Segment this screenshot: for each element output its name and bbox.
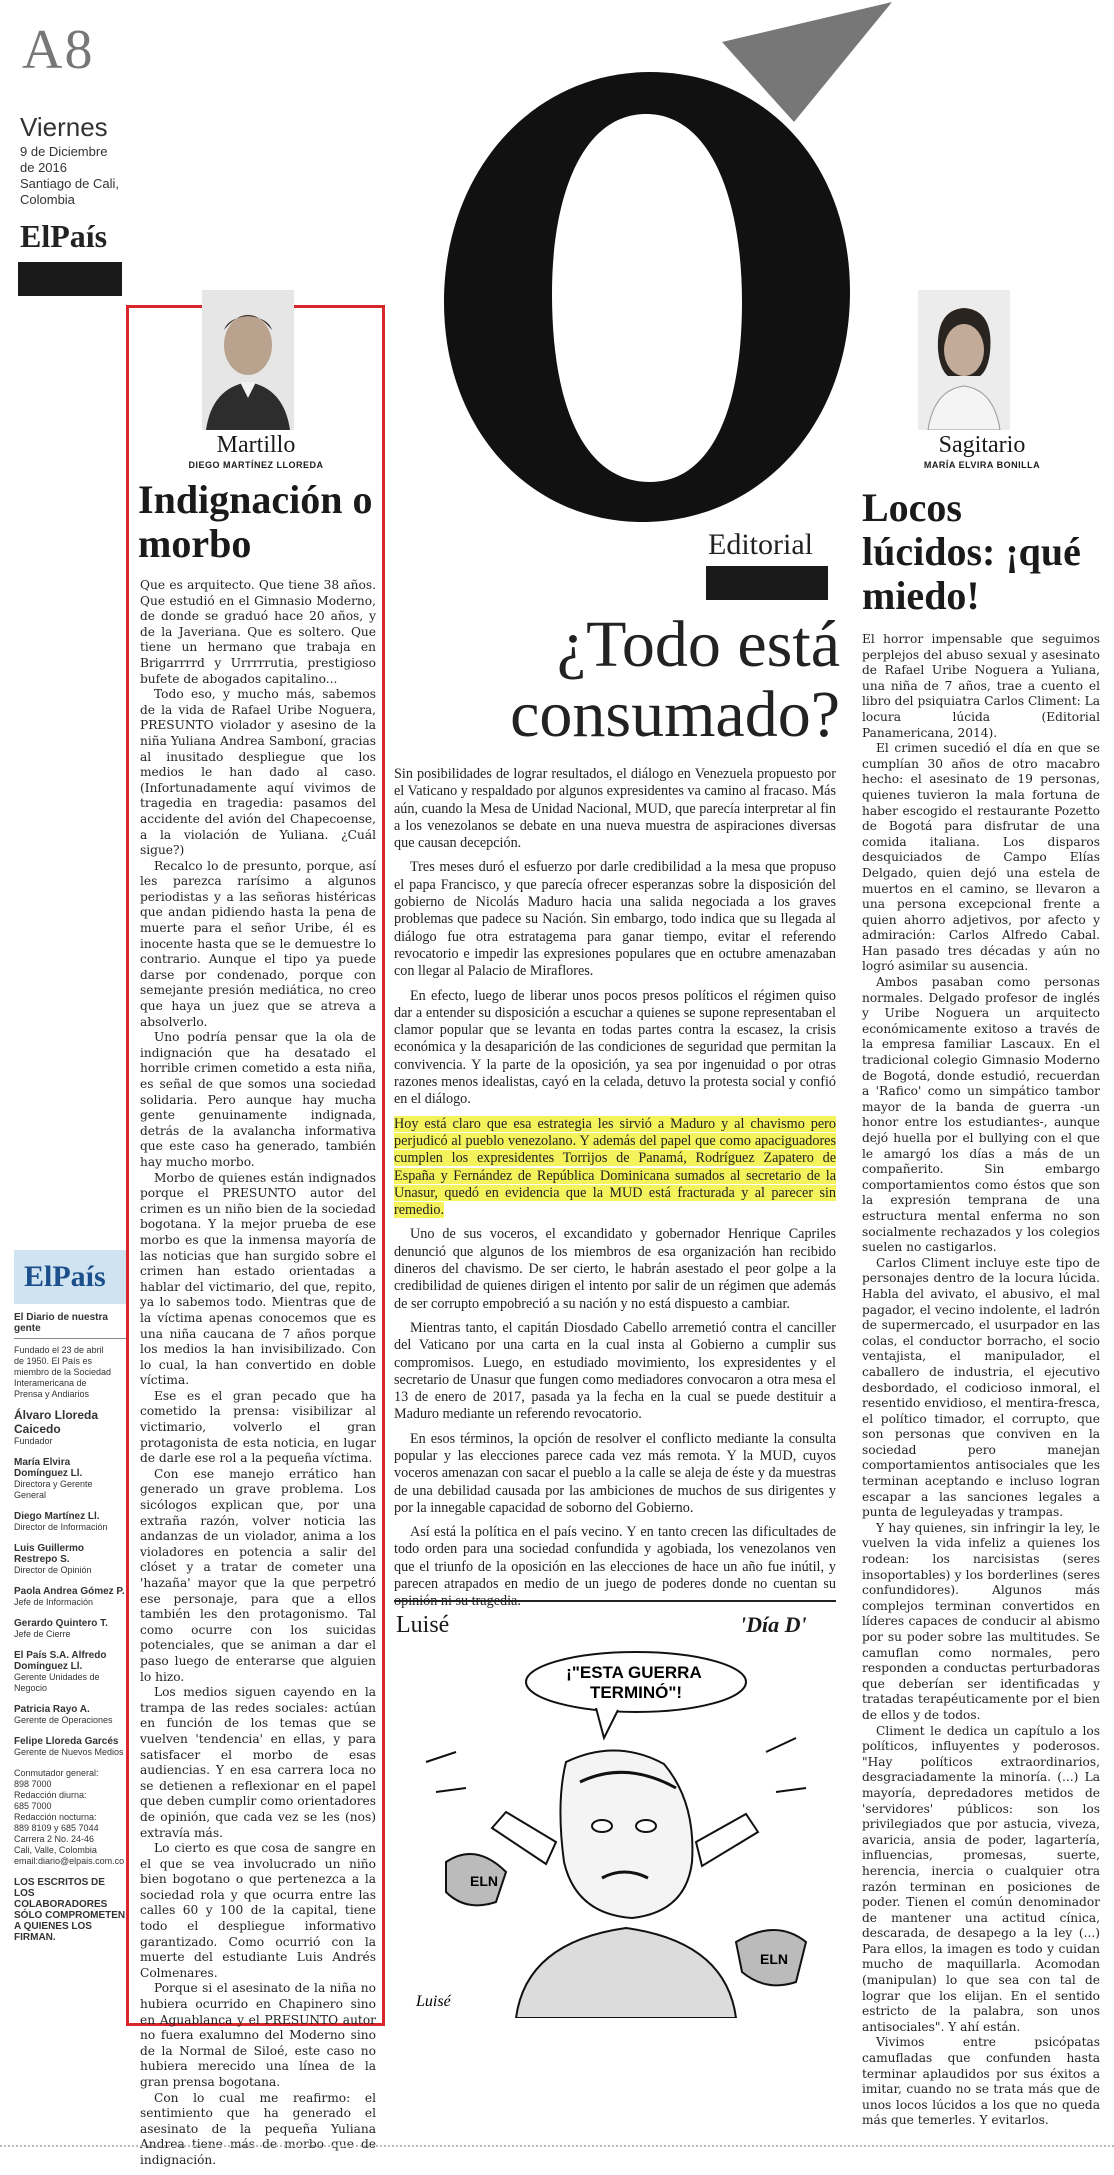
staff-role: Gerente Unidades de Negocio: [14, 1672, 100, 1693]
date-line: de 2016: [20, 160, 67, 175]
date-line: Santiago de Cali,: [20, 176, 120, 191]
speech-bubble-text: ¡"ESTA GUERRA TERMINÓ"!: [566, 1663, 702, 1702]
disclaimer: LOS ESCRITOS DE LOS COLABORADORES SÓLO COMPROMETEN A QUIENES LOS FIRMAN.: [14, 1877, 126, 1943]
date-line: 9 de Diciembre: [20, 144, 108, 159]
contact-line: 898 7000: [14, 1779, 52, 1789]
founded-line: Interamericana de: [14, 1378, 87, 1388]
body-paragraph: Con ese manejo errático han generado un grave problema. Los sicólogos explican que, por una extraña razón, volver noticia las andanzas de un violador, anima a los violadores en potencia a salir del clóset y a tratar de cometer una 'hazaña' mayor que la que perpetró ese personaje, para que a ellos también les den protagonismo. Tal como ocurre con los suicidas potenciales, que se animan a dar el paso luego de enterarse que alguien lo hizo.: [140, 1466, 376, 1684]
newspaper-logo: ElPaís: [20, 218, 108, 254]
staff-name: Patricia Rayo A.: [14, 1704, 90, 1715]
column-body-martillo: [140, 578, 376, 2169]
body-paragraph: Porque si el asesinato de la niña no hubiera ocurrido en Chapinero sino en Aguablanca y el PRESUNTO autor no fuera exalumno del Moderno sino de la Normal de Siloé, este caso no hubiera merecido una línea de la gran prensa bogotana.: [140, 1981, 376, 2089]
body-paragraph: Uno podría pensar que la ola de indignación que ha desatado el horrible crimen cometido a esta niña, es señal de que somos una sociedad solidaria. Pero aunque hay mucha gente genuinamente indignada, detrás de la avalancha informativa que este caso ha generado, también hay mucho morbo.: [140, 1030, 376, 1169]
date-day: Viernes: [20, 112, 108, 142]
sidebar-tagline: El Diario de nuestra gente: [14, 1312, 126, 1339]
editorial-headline: ¿Todo está consumado?: [510, 608, 840, 751]
body-paragraph: Lo cierto es que cosa de sangre en el que se vea involucrado un niño bien bogotano o que pertenezca a la sociedad rola y que ocurra entre las calles 60 y 100 de la capital, tiene todo el despliegue informativo garantizado. Como ocurrió con la muerte del estudiante Luis Andrés Colmenares.: [140, 1841, 376, 1980]
body-paragraph: Uno de sus voceros, el excandidato y gobernador Henrique Capriles denunció que algunos de los miembros de esa organización han recibido dineros del chavismo. De ser cierto, le habrán asestado el peor golpe a la credibilidad de quienes dirigen el intento por salir de un régimen que además de ser corrupto empobreció a su nación y no está dispuesto a cambiar.: [394, 1226, 836, 1312]
column-author: MARÍA ELVIRA BONILLA: [923, 460, 1041, 470]
body-paragraph: Vivimos entre psicópatas camufladas que confunden hasta terminar aplaudidos por sus éxitos a imitar, cuando no se trata más que de unos locos lúcidos a los que no queda más que temerles. Y evitarlos.: [862, 2035, 1100, 2128]
staff-role: Gerente de Operaciones: [14, 1715, 113, 1725]
cartoon-divider: [394, 1600, 836, 1602]
cartoon-signature: Luisé: [416, 1993, 451, 2010]
founded-line: miembro de la Sociedad: [14, 1367, 112, 1377]
body-paragraph: Morbo de quienes están indignados porque el PRESUNTO autor del crimen es un niño bien de la sociedad bogotana. Y la mejor prueba de ese morbo es que la inmensa mayoría de las noticias que han surgido sobre el crimen han estado orientadas a hablar del victimario, del que, repito, ya lo sabemos todo. Mientras que de la víctima apenas conocemos que es una niña caucana de 7 años porque los medios la han invisibilizado. Con lo cual, la han convertido en doble víctima.: [140, 1170, 376, 1388]
column-kicker: Martillo: [216, 432, 296, 458]
cartoonist-name: Luisé: [396, 1612, 450, 1638]
black-bar: [706, 566, 828, 600]
editorial-cartoon: [396, 1642, 836, 2018]
body-paragraph: Carlos Climent incluye este tipo de personajes dentro de la locura lúcida. Habla del avivato, el abusivo, el mal pagador, el vecino indolente, el ladrón de supermercado, el usurpador en las colas, el conductor borracho, el socio ventajista, el manipulador, el caballero de industria, el ejecutivo desbordado, el codicioso inmoral, el resentido envidioso, el mentira-fresca, el político timador, el corrupto, que son personas que conviven en la sociedad pero manejan comportamientos antisociales que les terminan aceptando e incluso logran escapar a las sanciones legales a punta de leguleyadas y trampas.: [862, 1255, 1100, 1520]
staff-name: Paola Andrea Gómez P.: [14, 1586, 125, 1597]
contact-line: email:diario@elpais.com.co: [14, 1856, 125, 1866]
body-paragraph: Sin posibilidades de lograr resultados, el diálogo en Venezuela propuesto por el Vaticano y respaldado por algunos expresidentes va camino al fracaso. Más aún, cuando la Mesa de Unidad Nacional, MUD, que parecía interpretar al fin a los venezolanos se debate en una nueva muestra de aspiraciones diversas que causan decepción.: [394, 766, 836, 852]
body-paragraph: Recalco lo de presunto, porque, así les parezca rarísimo a algunos periodistas y a las señoras histéricas que andan pidiendo hasta la pena de muerte para el señor Uribe, él es inocente hasta que se le demuestre lo contrario. Aunque el tipo ya puede darse por condenado, porque con semejante presión mediática, no creo que haya un juez que se atreva a absolverlo.: [140, 858, 376, 1029]
date-line: Colombia: [20, 192, 75, 207]
cartoon-title: 'Día D': [740, 1612, 807, 1637]
founded-line: Fundado el 23 de abril: [14, 1345, 104, 1355]
sidebar-masthead: [14, 1312, 126, 1943]
body-paragraph: Así está la política en el país vecino. Y en tanto crecen las dificultades de todo orden para una sociedad confundida y agobiada, los venezolanos ven que el triunfo de la oposición en las elecciones de hace un año fue inútil, y parecen atrapados en medio de un juego de poderes donde no cuentan su: [394, 1524, 836, 1593]
contact-line: Conmutador general:: [14, 1768, 99, 1778]
body-paragraph: En efecto, luego de liberar unos pocos presos políticos el régimen quiso dar a entender su disposición a escuchar a quienes se supone representaban el clamor popular que se levanta en todas partes contra la escasez, la crisis económica y la desaparición de las condiciones de seguridad que permitan la convivencia. Y la parte de la oposición, ya sea por ingenuidad o por otras razones menos idealistas, cayó en la celada, detuvo la protesta social y confió en el diálogo.: [394, 987, 836, 1108]
staff-name: Felipe Lloreda Garcés: [14, 1736, 119, 1747]
cartoon-drawing-icon: [396, 1642, 836, 2018]
author-portrait-icon: [202, 290, 294, 430]
highlighted-paragraph: Hoy está claro que esa estrategia les sirvió a Maduro y al chavismo pero perjudicó al pueblo venezolano. Y además del papel que como apaciguadores cumplen los expresidentes Torrijos de Panamá, Rodríguez Zapatero de España y Fernández de República Dominicana sumados al secretario de la Unasur, quedó en evidencia que la MUD está fracturada y al parecer sin remedio.: [394, 1115, 836, 1219]
editorial-kicker: Editorial: [708, 528, 813, 561]
staff-name: Álvaro Lloreda Caicedo: [14, 1408, 99, 1436]
staff-role: Jefe de Información: [14, 1597, 94, 1607]
author-photo-martillo: [202, 290, 294, 430]
body-paragraph: Ese es el gran pecado que ha cometido la prensa: visibilizar al victimario, volverlo el gran protagonista de esta noticia, en lugar de darle ese rol a la pequeña víctima.: [140, 1388, 376, 1466]
staff-name: Luis Guillermo Restrepo S.: [14, 1543, 85, 1565]
contact-line: Redacción diurna:: [14, 1790, 87, 1800]
column-kicker: Sagitario: [938, 432, 1026, 458]
staff-role: Director de Opinión: [14, 1565, 92, 1575]
page-number: A8: [22, 19, 95, 81]
founded-line: Prensa y Andiarios: [14, 1389, 90, 1399]
body-paragraph: Y hay quienes, sin infringir la ley, le vuelven la vida infeliz a quienes los rodean: los narcisistas (seres insoportables) y los borderlines (seres confundidores). Algunos más complejos terminan convertidos en líderes capaces de conducir al abismo por su poder sobre las multitudes. Se camuflan como normales, pero responden a conductas perturbadoras que deberían ser identificadas y tratadas terapéuticamente por el bien de ellos y de todos.: [862, 1520, 1100, 1722]
cartoon-tag: ELN: [760, 1951, 788, 1967]
contact-line: Cali, Valle, Colombia: [14, 1845, 97, 1855]
editorial-body: [394, 766, 836, 1618]
column-headline: Locos lúcidos: ¡qué miedo!: [862, 485, 1081, 618]
contact-line: 685 7000: [14, 1801, 52, 1811]
contact-line: 889 8109 y 685 7044: [14, 1823, 99, 1833]
body-paragraph: Climent le dedica un capítulo a los políticos, influyentes y poderosos. "Hay políticos extraordinarios, desgraciadamente la minoría. (...) La mayoría, depredadores metidos de 'servidores' públicos: son los privilegiados que por astucia, viveza, avaricia, ansia de poder, lagartería, influencias, promesas, suerte, herencia, inercia o cualquier otra razón terminan en posiciones de poder. Tienen el común denominador de mantener una actitud cínica, descarada, de desapego a la ley (...) Para ellos, la imagen es todo y cuidan mucho de maquillarla. Acomodan (manipulan) lo que sea con tal de lograr que los elijan. En el sentido estricto de la palabra, son unos antisociales". Y ahí están.: [862, 1723, 1100, 2034]
body-paragraph: Con lo cual me reafirmo: el sentimiento que ha generado el asesinato de la pequeña Yuliana Andrea tiene más de morbo que de indignación.: [140, 2090, 376, 2167]
staff-name: María Elvira Domínguez Ll.: [14, 1457, 83, 1479]
author-photo-sagitario: [918, 290, 1010, 430]
column-body-sagitario: [862, 632, 1100, 2129]
opinion-o-graphic: [392, 2, 892, 522]
contact-line: Carrera 2 No. 24-46: [14, 1834, 95, 1844]
staff-name: Gerardo Quintero T.: [14, 1618, 108, 1629]
staff-name: El País S.A. Alfredo Domínguez Ll.: [14, 1650, 107, 1672]
body-paragraph: En esos términos, la opción de resolver el conflicto mediante la consulta popular y las elecciones parece cada vez más remota. Y la MUD, cuyos voceros amenazan con sacar el pueblo a la calle se aleja de éste y da muestras de una debilidad causada por las ambiciones de muchos de sus dirigentes y por la innegable capacidad de soborno del Gobierno.: [394, 1430, 836, 1516]
body-paragraph: Tres meses duró el esfuerzo por darle credibilidad a la mesa que propuso el papa Francisco, y que parecía ofrecer esperanzas sobre la disposición del gobierno de Nicolás Maduro hacia una salida negociada a los graves problemas que padece su Nación. Sin embargo, todo indica que su llegada al diálogo fue otra estratagema para ganar tiempo, evitar el referendo revocatorio e impedir las expresiones populares que en octubre amenazaban con llegar al Palacio de Miraflores.: [394, 859, 836, 980]
body-paragraph: Todo eso, y mucho más, sabemos de la vida de Rafael Uribe Noguera, PRESUNTO violador y asesino de la niña Yuliana Andrea Samboní, gracias al inusitado despliegue que los medios le han dado al caso. (Infortunadamente aquí vivimos de tragedia en tragedia: pasamos del accidente del avión del Chapecoense, a la violación de Yuliana. ¿Cuál sigue?): [140, 687, 376, 858]
staff-role: Directora y Gerente General: [14, 1479, 93, 1500]
black-bar: [18, 262, 122, 296]
page-footer-rule: [0, 2145, 1114, 2147]
body-paragraph: Que es arquitecto. Que tiene 38 años. Que estudió en el Gimnasio Moderno, de donde se graduó hace 20 años, y de la Javeriana. Que es soltero. Que tiene un hermano que trabaja en Brigarrrrd y Urrrrrutia, prestigioso bufete de abogados capitalino...: [140, 578, 376, 686]
staff-role: Fundador: [14, 1436, 53, 1446]
column-headline: Indignación o morbo: [138, 477, 373, 566]
author-portrait-icon: [918, 290, 1010, 430]
staff-role: Director de Información: [14, 1522, 108, 1532]
staff-name: Diego Martínez Ll.: [14, 1511, 100, 1522]
body-paragraph: Mientras tanto, el capitán Diosdado Cabello arremetió contra el canciller del Vaticano por una carta en la cual insta al Gobierno a cumplir sus compromisos. Luego, en estudiado movimiento, los expresidentes y el secretario de Unasur que fungen como mediadores convocaron a otra mesa el 13 de enero de 2017, pasada ya la fecha en la cual se puede destituir a Maduro mediante un referendo revocatorio.: [394, 1319, 836, 1423]
body-paragraph: Los medios siguen cayendo en la trampa de las redes sociales: actúan en función de los temas que se vuelven 'tendencia' en ellas, y para satisfacer el morbo de esas audiencias. Y en esa carrera loca no se detienen a reflexionar en el papel que deben cumplir como orientadores de opinión, que cada vez se les (nos) extravía más.: [140, 1685, 376, 1840]
body-paragraph: El crimen sucedió el día en que se cumplían 30 años de otro macabro hecho: el asesinato de 19 personas, quienes tuvieron la mala fortuna de haber escogido el restaurante Pozetto de Bogotá para disfrutar de una comida italiana. Los disparos desquiciados de Campo Elías Delgado, quien dejó una estela de muertos en el camino, se llevaron a una persona excepcional frente a quien ahorro adjetivos, por afecto y admiración: Carlos Alfredo Cabal. Han pasado tres décadas y aún no logró asimilar su ausencia.: [862, 741, 1100, 974]
founded-line: de 1950. El País es: [14, 1356, 93, 1366]
column-author: DIEGO MARTÍNEZ LLOREDA: [188, 460, 324, 470]
cartoon-tag: ELN: [470, 1873, 498, 1889]
sidebar-logo: ElPaís: [14, 1250, 126, 1304]
staff-role: Gerente de Nuevos Medios: [14, 1747, 124, 1757]
contact-line: Redacción nocturna:: [14, 1812, 97, 1822]
body-paragraph: El horror impensable que seguimos perplejos del abuso sexual y asesinato de Rafael Uribe Noguera a Yuliana, una niña de 7 años, trae a cuento el libro del psiquiatra Carlos Climent: La locura lúcida (Editorial Panamericana, 2014).: [862, 632, 1100, 740]
body-paragraph: Ambos pasaban como personas normales. Delgado profesor de inglés y Uribe Noguera un arquitecto económicamente exitoso a través de la empresa familiar Lascaux. En el tradicional colegio Gimnasio Moderno de Bogotá, donde estudió, recuerdan a 'Rafico' como un simpático tambor mayor de la banda de guerra -un honor entre los estudiantes-, aunque dejó huella por el bullying con el que le amargó los días a más de un compañerito. Sin embargo comportamientos como éstos que son la expresión temprana de una estructura mental enferma no son socialmente rechazados y los colegios suelen no castigarlos.: [862, 975, 1100, 1255]
staff-role: Jefe de Cierre: [14, 1629, 71, 1639]
